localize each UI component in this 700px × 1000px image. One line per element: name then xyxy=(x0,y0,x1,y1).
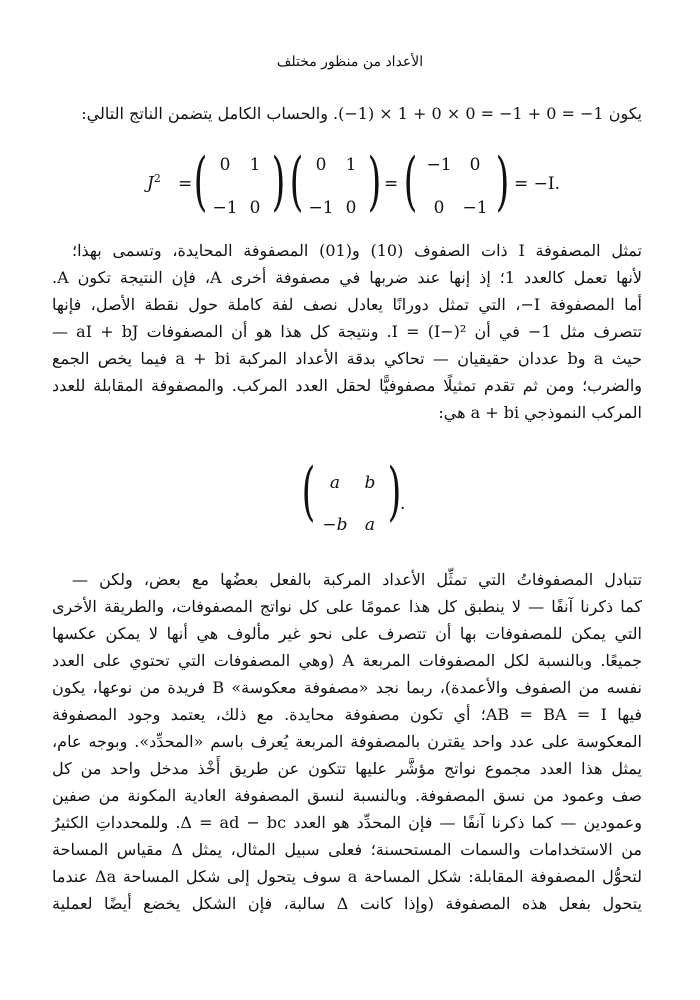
right-paren: ) xyxy=(367,145,382,219)
text-line: تتبادل المصفوفاتُ التي تمثِّل الأعداد المركبة بالفعل بعضُها مع بعض، ولكن — xyxy=(72,570,642,589)
equals-sign: = xyxy=(178,174,193,194)
right-paren: ) xyxy=(495,145,510,219)
matrix-cell: 0 xyxy=(315,155,327,175)
text-line: تمثل المصفوفة I ذات الصفوف (10) و(01) المصفوفة المحايدة، وتسمى بهذا؛ xyxy=(72,241,643,260)
text-line: حيث a وb عددان حقيقيان — تحاكي بدقة الأعداد المركبة a + bi فيما يخص الجمع xyxy=(52,349,643,368)
equation-lhs: $J^2$ xyxy=(147,172,161,194)
matrix-cell: 0 xyxy=(219,155,231,175)
text-line: من الاستخدامات والسمات المستحسنة؛ فعلى سبيل المثال، يمثل Δ مقياس المساحة xyxy=(52,840,642,859)
matrix-cell: 0 xyxy=(469,155,481,175)
text-line: جميعًا. وبالنسبة لكل المصفوفات المربعة A (وهي المصفوفات التي تحتوي على العدد xyxy=(52,651,642,670)
matrix-cell: a xyxy=(364,515,376,535)
matrix-cell: a xyxy=(329,473,341,493)
running-header: الأعداد من منظور مختلف xyxy=(276,54,424,70)
right-paren: ) xyxy=(271,145,286,219)
left-paren: ( xyxy=(301,455,316,529)
matrix-cell: b xyxy=(364,473,376,493)
text-line: صف وعمود من نسق المصفوفة. وبالنسبة لنسق المصفوفة العادية المكونة من صفين xyxy=(52,786,642,805)
text-line: المعكوسة على عدد واحد يقترن بالمصفوفة المربعة يُعرف باسم «المحدِّد». وبوجه عام، xyxy=(52,732,642,751)
text-line: أما المصفوفة I−، التي تمثل دورانًا يعادل نصف لفة كاملة حول نقطة الأصل، فإنها xyxy=(52,295,643,314)
text-line: وعمودين — كما ذكرنا آنفًا — فإن المحدِّد هو العدد Δ = ad − bc. وللمحدداتِ الكثيرُ xyxy=(52,813,643,832)
matrix-cell: 1 xyxy=(345,155,357,175)
text-line: يمثل هذا العدد مجموع نواتج مؤشَّر عليها تتكون عن طريق أَخْذ مدخل واحد من كل xyxy=(52,759,643,778)
text-line: كما ذكرنا آنفًا — لا ينطبق كل هذا عمومًا على كل نواتج المصفوفات، والطريقة الأخرى xyxy=(52,597,642,616)
text-line: تتصرف مثل 1− في أن I = (I−)². ونتيجة كل هذا هو أن المصفوفات aI + bJ — xyxy=(52,322,643,341)
matrix-cell: 1 xyxy=(249,155,261,175)
matrix-cell: −1 xyxy=(308,198,334,218)
equation-rhs: = −I. xyxy=(514,174,561,194)
matrix-cell: −1 xyxy=(212,198,238,218)
matrix-cell: −1 xyxy=(462,198,488,218)
left-paren: ( xyxy=(193,145,208,219)
text-line: فيها AB = BA = I؛ أي تكون مصفوفة محايدة. مع ذلك، يعتمد وجود المصفوفة xyxy=(52,705,642,724)
left-paren: ( xyxy=(403,145,418,219)
matrix-cell: 0 xyxy=(433,198,445,218)
left-paren: ( xyxy=(289,145,304,219)
matrix-cell: −1 xyxy=(426,155,452,175)
matrix-cell: 0 xyxy=(345,198,357,218)
text-line: لتحوُّل المصفوفة المقابلة: شكل المساحة a سوف يتحول إلى شكل المساحة Δa عندما xyxy=(52,867,643,886)
text-line: التي يمكن للمصفوفات بها أن تتصرف على نحو غير مألوف هي أنها لا يمكن عكسها xyxy=(52,624,642,643)
matrix-cell: −b xyxy=(322,515,348,535)
text-line: والضرب؛ ومن ثم تقدم تمثيلًا مصفوفيًّا لحقل العدد المركب. والمصفوفة المقابلة للعدد xyxy=(52,376,642,395)
text-line: لأنها تعمل كالعدد 1؛ إذ إنها عند ضربها في مصفوفة أخرى A، فإن النتيجة تكون A. xyxy=(52,268,643,287)
right-paren: ) xyxy=(387,455,402,529)
text-line: يكون 1− = 0 + 1− = 0 × 0 + 1 × (1−). والحساب الكامل يتضمن الناتج التالي: xyxy=(81,104,642,123)
text-line: يتحول بفعل هذه المصفوفة (وإذا كانت Δ سالبة، فإن الشكل يخضع أيضًا لعملية xyxy=(52,894,642,913)
matrix-cell: 0 xyxy=(249,198,261,218)
equals-sign: = xyxy=(384,174,399,194)
equation-end-period: . xyxy=(400,494,406,514)
text-line: المركب النموذجي a + bi هي: xyxy=(438,403,642,422)
text-line: نفسه من الصفوف والأعمدة)، ربما نجد «مصفوفة معكوسة» B فريدة من نوعها، يكون xyxy=(52,678,642,697)
